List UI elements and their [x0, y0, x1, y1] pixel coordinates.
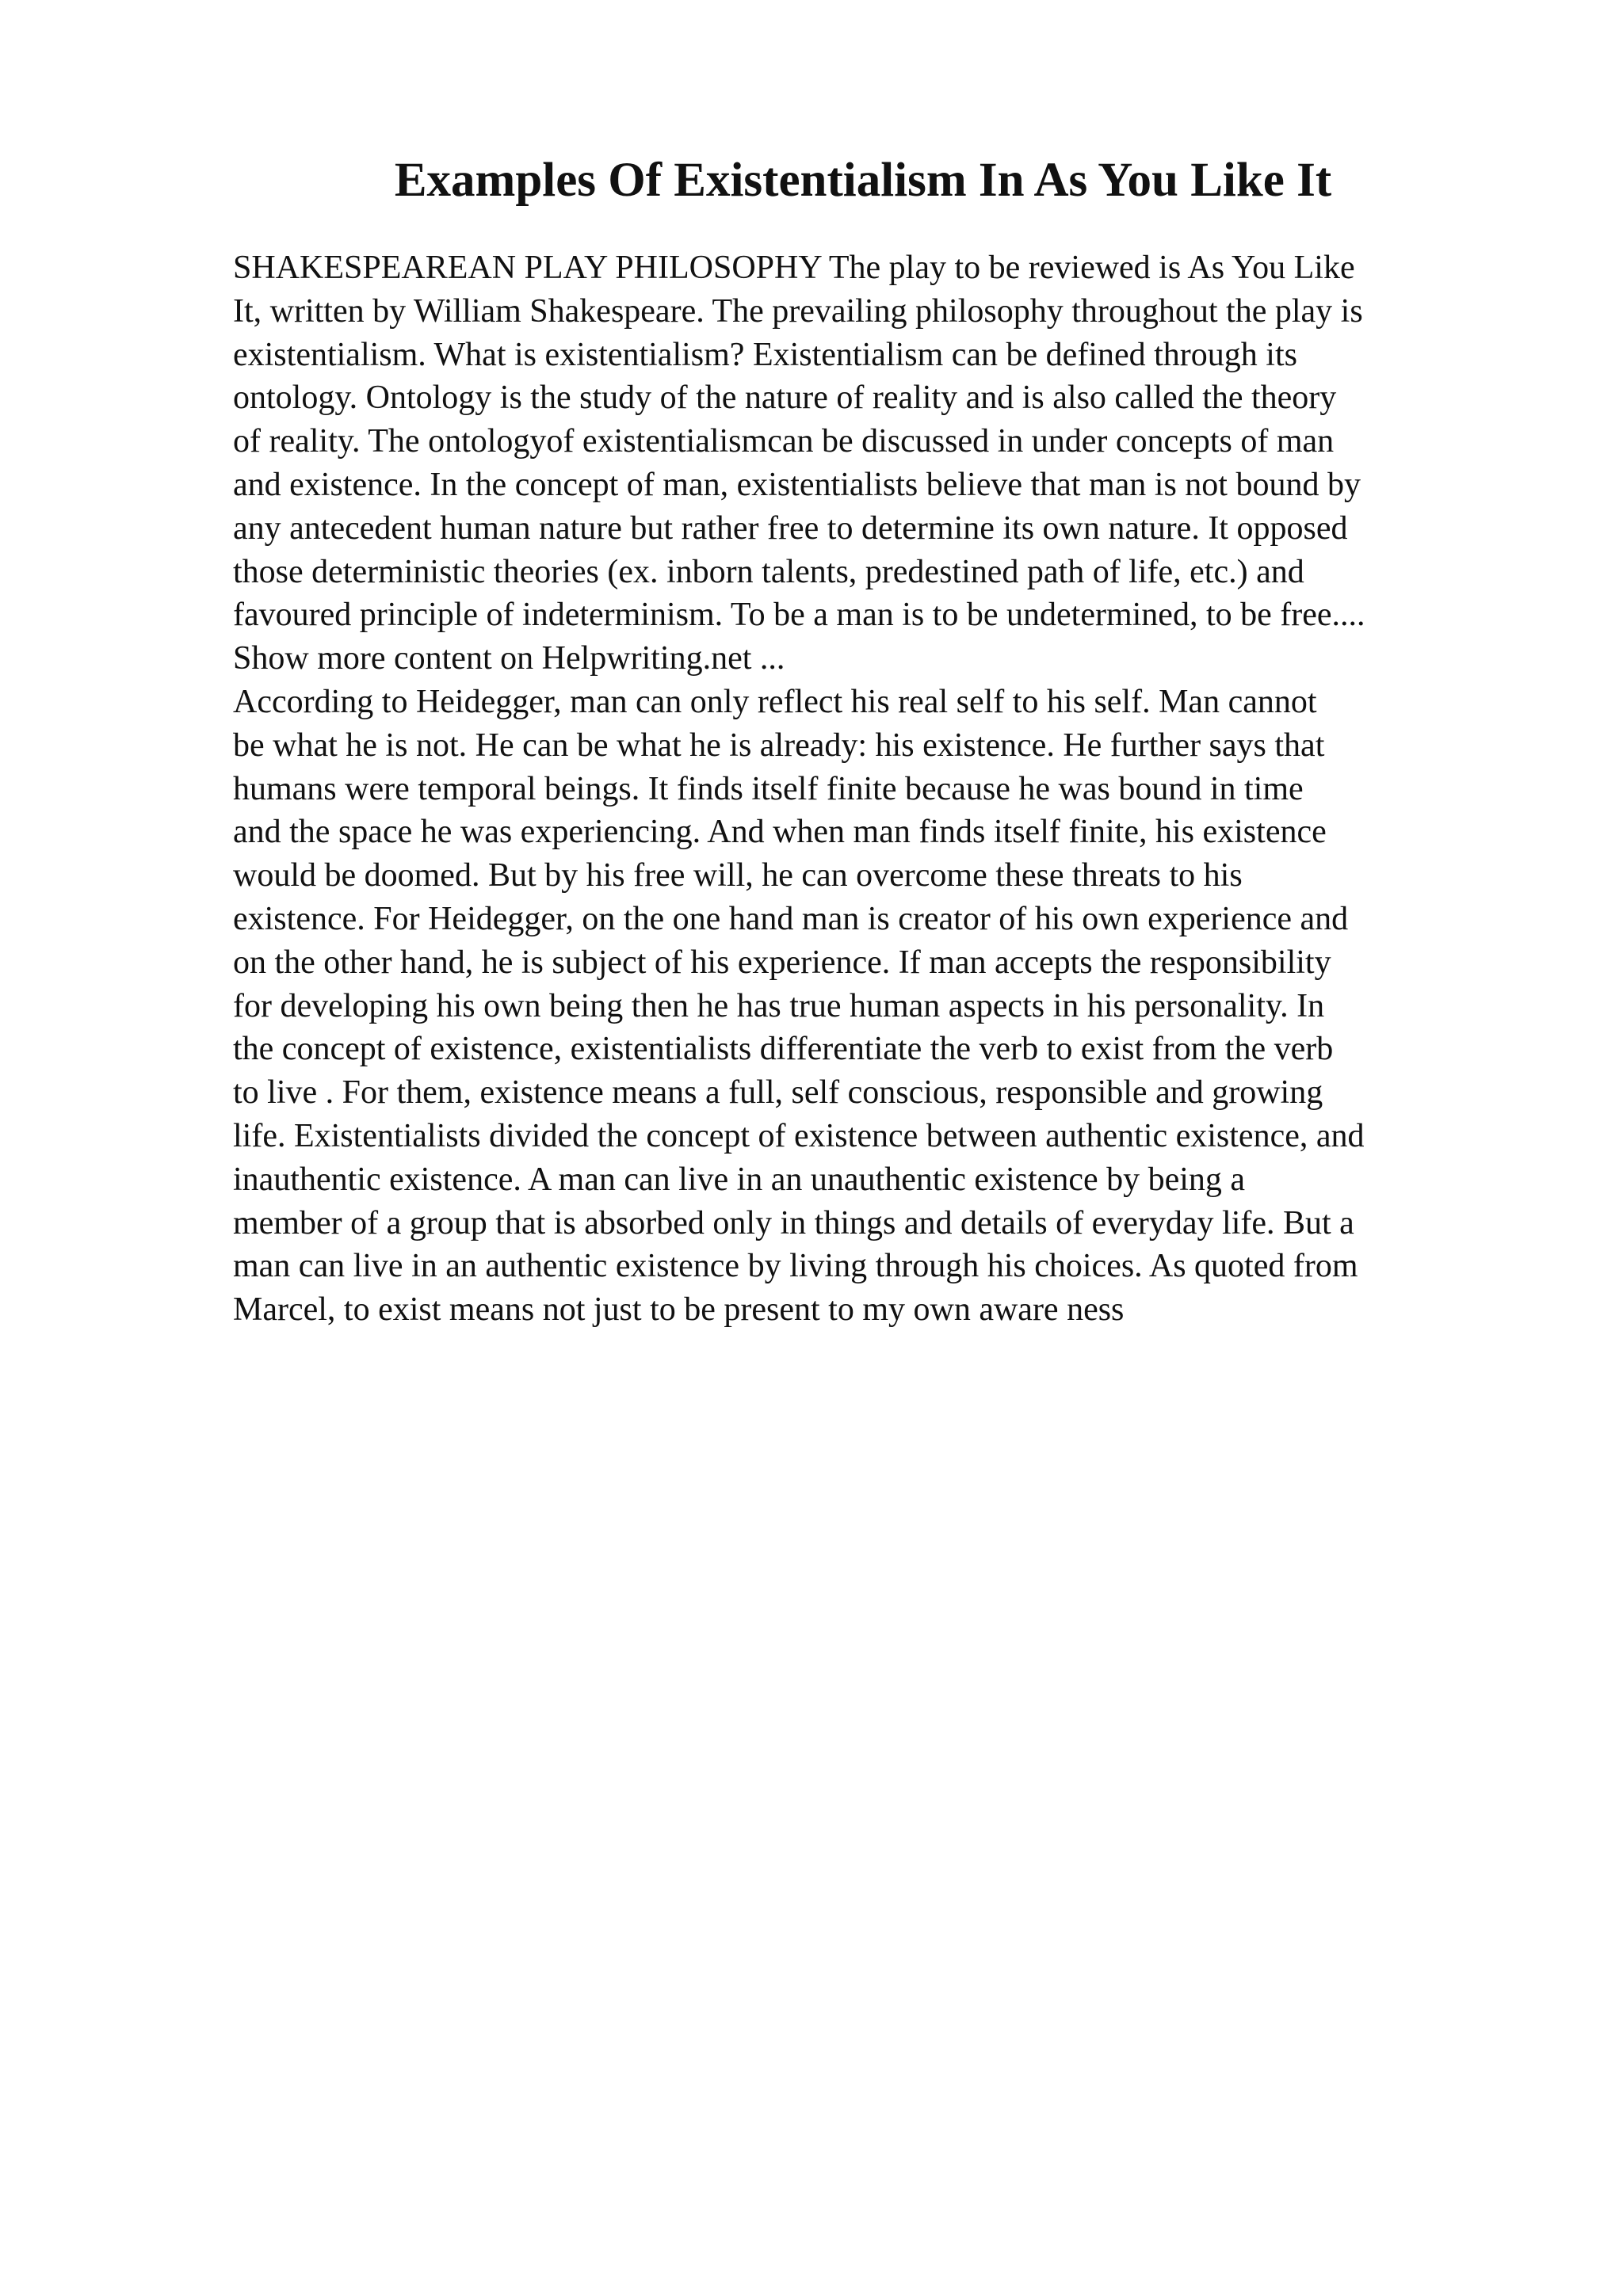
body-line: would be doomed. But by his free will, he can overcome these threats to his [233, 857, 1243, 894]
body-line: and the space he was experiencing. And when man finds itself finite, his existence [233, 814, 1327, 851]
body-line: SHAKESPEAREAN PLAY PHILOSOPHY The play to be reviewed is As You Like [233, 250, 1355, 286]
body-line: of reality. The ontologyof existentialismcan be discussed in under concepts of man [233, 423, 1335, 460]
document-body [233, 246, 1501, 1332]
page-title: Examples Of Existentialism In As You Like It [394, 154, 1332, 207]
body-line: man can live in an authentic existence by living through his choices. As quoted from [233, 1248, 1358, 1285]
body-line: on the other hand, he is subject of his experience. If man accepts the responsibility [233, 944, 1331, 981]
body-line: existence. For Heidegger, on the one hand man is creator of his own experience and [233, 900, 1349, 937]
body-line: member of a group that is absorbed only in things and details of everyday life. But a [233, 1204, 1354, 1241]
body-line: be what he is not. He can be what he is already: his existence. He further says that [233, 727, 1325, 764]
body-line: It, written by William Shakespeare. The prevailing philosophy throughout the play is [233, 292, 1363, 330]
body-line: existentialism. What is existentialism? Existentialism can be defined through its [233, 336, 1297, 373]
body-line: favoured principle of indeterminism. To be a man is to be undetermined, to be free.... [233, 597, 1365, 634]
body-line: life. Existentialists divided the concept of existence between authentic existence, and [233, 1117, 1365, 1154]
body-line: those deterministic theories (ex. inborn talents, predestined path of life, etc.) and [233, 553, 1304, 590]
body-line: inauthentic existence. A man can live in an unauthentic existence by being a [233, 1161, 1246, 1198]
show-more-line: Show more content on Helpwriting.net ... [233, 640, 785, 677]
body-line: to live . For them, existence means a full, self conscious, responsible and growing [233, 1074, 1323, 1112]
body-line: the concept of existence, existentialists differentiate the verb to exist from the verb [233, 1031, 1334, 1068]
body-line: ontology. Ontology is the study of the nature of reality and is also called the theory [233, 379, 1337, 417]
body-line: According to Heidegger, man can only reflect his real self to his self. Man cannot [233, 683, 1317, 720]
body-line: humans were temporal beings. It finds itself finite because he was bound in time [233, 770, 1304, 807]
body-line: and existence. In the concept of man, existentialists believe that man is not bound by [233, 466, 1361, 503]
body-line: Marcel, to exist means not just to be present to my own aware ness [233, 1291, 1125, 1329]
body-line: for developing his own being then he has true human aspects in his personality. In [233, 987, 1325, 1024]
body-line: any antecedent human nature but rather free to determine its own nature. It opposed [233, 509, 1348, 547]
